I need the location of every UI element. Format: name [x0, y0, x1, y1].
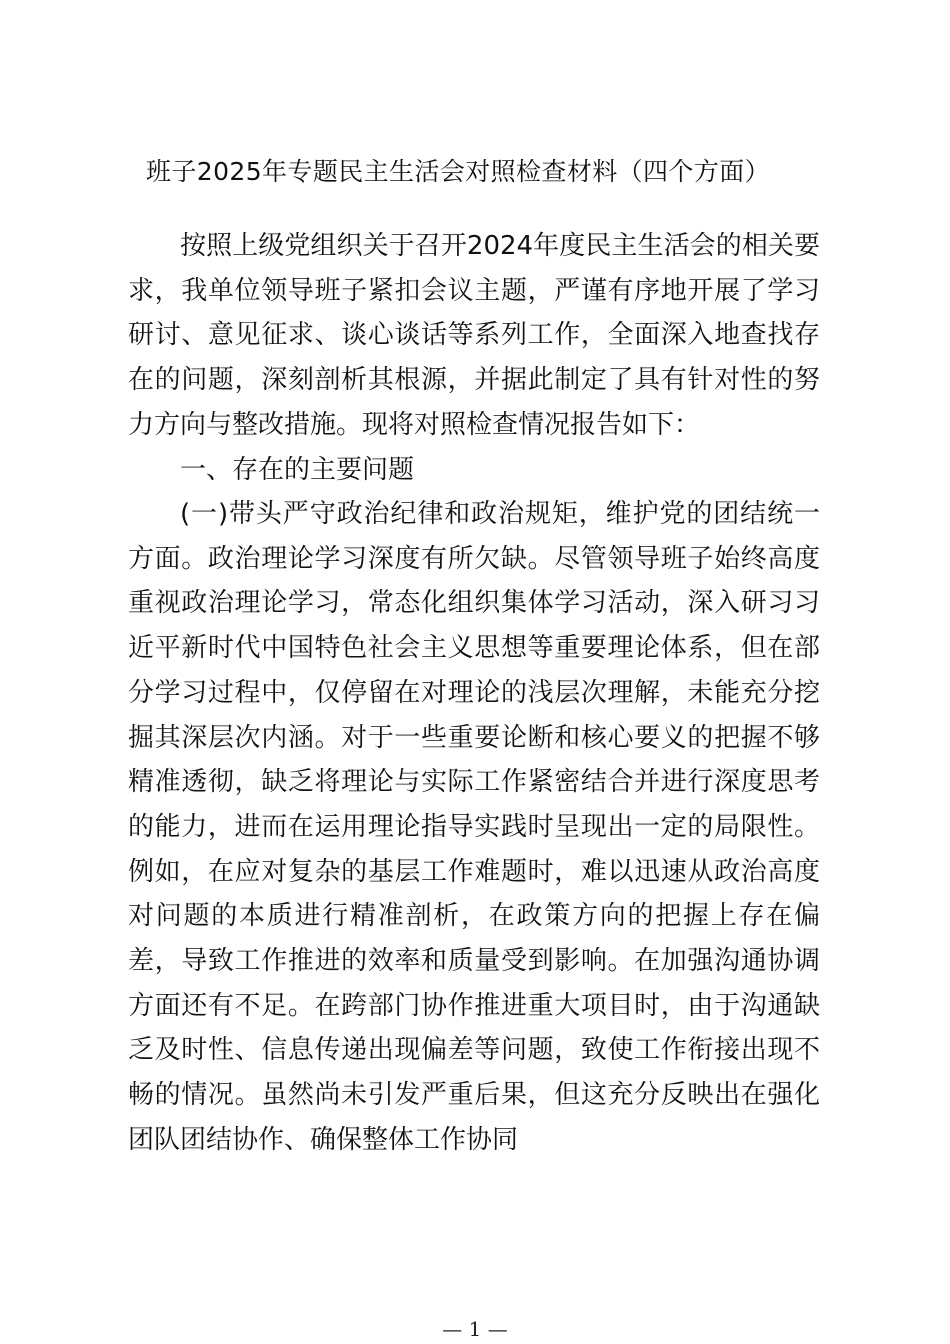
- page-number: — 1 —: [442, 1317, 508, 1341]
- document-title: 班子2025年专题民主生活会对照检查材料（四个方面）: [146, 157, 771, 186]
- intro-paragraph: 按照上级党组织关于召开2024年度民主生活会的相关要求，我单位领导班子紧扣会议主题，严谨有序地开展了学习研讨、意见征求、谈心谈话等系列工作，全面深入地查找存在的问题，深刻剖析其根源，并据此制定了具有针对性的努力方向与整改措施。现将对照检查情况报告如下：: [128, 231, 820, 440]
- section-paragraph: (一)带头严守政治纪律和政治规矩，维护党的团结统一方面。政治理论学习深度有所欠缺。尽管领导班子始终高度重视政治理论学习，常态化组织集体学习活动，深入研习习近平新时代中国特色社会主义思想等重要理论体系，但在部分学习过程中，仅停留在对理论的浅层次理解，未能充分挖掘其深层次内涵。对于一些重要论断和核心要义的把握不够精准透彻，缺乏将理论与实际工作紧密结合并进行深度思考的能力，进而在运用理论指导实践时呈现出一定的局限性。例如，在应对复杂的基层工作难题时，难以迅速从政治高度对问题的本质进行精准剖析，在政策方向的把握上存在偏差，导致工作推进的效率和质量受到影响。在加强沟通协调方面还有不足。在跨部门协作推进重大项目时，由于沟通缺乏及时性、信息传递出现偏差等问题，致使工作衔接出现不畅的情况。虽然尚未引发严重后果，但这充分反映出在强化团队团结协作、确保整体工作协同: [128, 499, 820, 1155]
- section-heading: 一、存在的主要问题: [180, 455, 415, 485]
